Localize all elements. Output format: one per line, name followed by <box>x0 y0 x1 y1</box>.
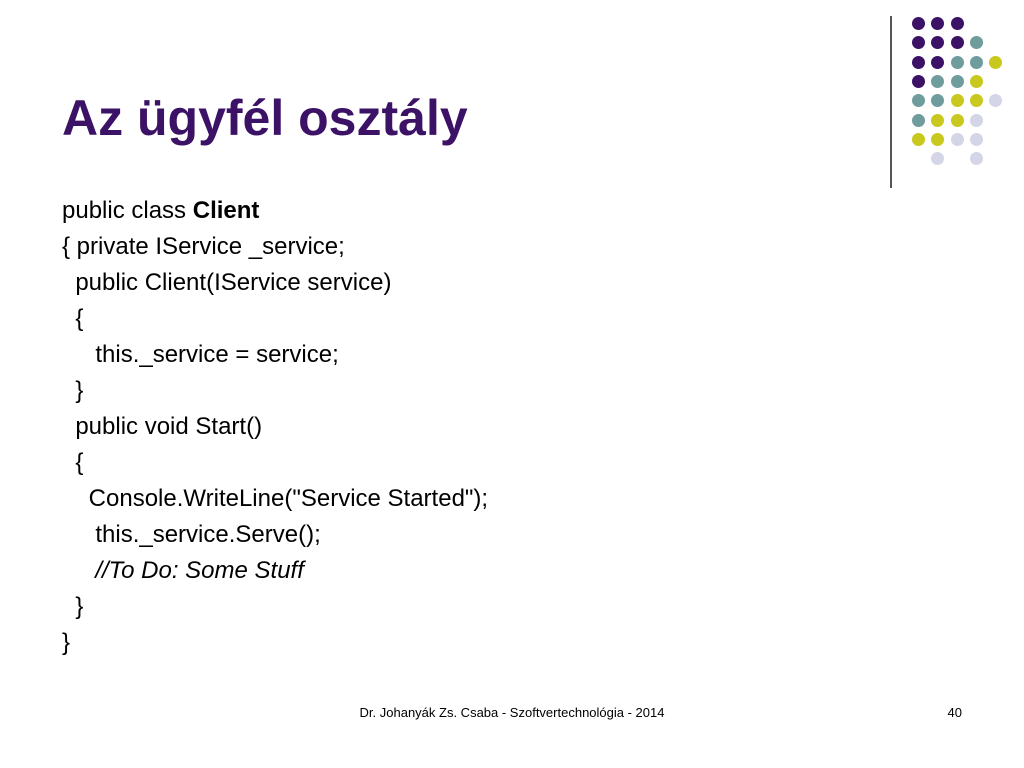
decorative-dot <box>912 56 925 69</box>
decorative-dot <box>912 17 925 30</box>
code-text: } <box>62 377 84 404</box>
decorative-dot <box>951 17 964 30</box>
slide-title: Az ügyfél osztály <box>62 90 468 146</box>
code-line <box>62 409 488 445</box>
decorative-dot <box>970 56 983 69</box>
decorative-dot <box>970 114 983 127</box>
decorative-dot <box>951 75 964 88</box>
decorative-dot <box>951 56 964 69</box>
code-comment: //To Do: Some Stuff <box>95 557 304 584</box>
decorative-dot <box>951 133 964 146</box>
code-text: Client <box>192 197 260 224</box>
code-text: } <box>62 593 84 620</box>
code-line <box>62 625 488 661</box>
code-block <box>62 193 488 661</box>
code-line <box>62 445 488 481</box>
decorative-dot <box>912 94 925 107</box>
decorative-dot <box>989 94 1002 107</box>
code-text: { <box>62 449 84 476</box>
code-text: public Client(IService service) <box>62 269 392 296</box>
code-text: public class <box>62 197 193 224</box>
code-line <box>62 229 488 265</box>
decorative-dot <box>931 114 944 127</box>
code-text: Console.WriteLine("Service Started"); <box>62 485 489 512</box>
decorative-dot <box>931 75 944 88</box>
code-line <box>62 481 488 517</box>
decorative-dot <box>989 56 1002 69</box>
decorative-dot <box>970 36 983 49</box>
slide-footer: Dr. Johanyák Zs. Csaba - Szoftvertechnológia - 2014 <box>359 705 665 720</box>
vertical-divider <box>890 16 892 188</box>
code-text: this._service.Serve(); <box>62 521 321 548</box>
decorative-dot <box>970 133 983 146</box>
code-text: } <box>62 629 71 656</box>
decorative-dot <box>951 114 964 127</box>
code-line <box>62 589 488 625</box>
code-line <box>62 265 488 301</box>
decorative-dot <box>931 17 944 30</box>
decorative-dot <box>931 36 944 49</box>
page-number: 40 <box>947 705 962 720</box>
decorative-dot <box>931 152 944 165</box>
decorative-dot <box>912 114 925 127</box>
code-line <box>62 373 488 409</box>
decorative-dot <box>970 75 983 88</box>
decorative-dot <box>951 94 964 107</box>
code-line <box>62 301 488 337</box>
decorative-dot <box>951 36 964 49</box>
code-text: { private IService _service; <box>62 233 345 260</box>
decorative-dot <box>931 56 944 69</box>
code-text: { <box>62 305 84 332</box>
code-line <box>62 193 488 229</box>
decorative-dot <box>912 75 925 88</box>
code-line <box>62 553 488 589</box>
decorative-dot <box>912 36 925 49</box>
decorative-dot <box>912 133 925 146</box>
decorative-dot <box>931 94 944 107</box>
code-text: public void Start() <box>62 413 263 440</box>
code-line <box>62 517 488 553</box>
code-line <box>62 337 488 373</box>
decorative-dot <box>970 152 983 165</box>
decorative-dot <box>970 94 983 107</box>
code-text <box>62 557 95 584</box>
code-text: this._service = service; <box>62 341 339 368</box>
decorative-dot <box>931 133 944 146</box>
